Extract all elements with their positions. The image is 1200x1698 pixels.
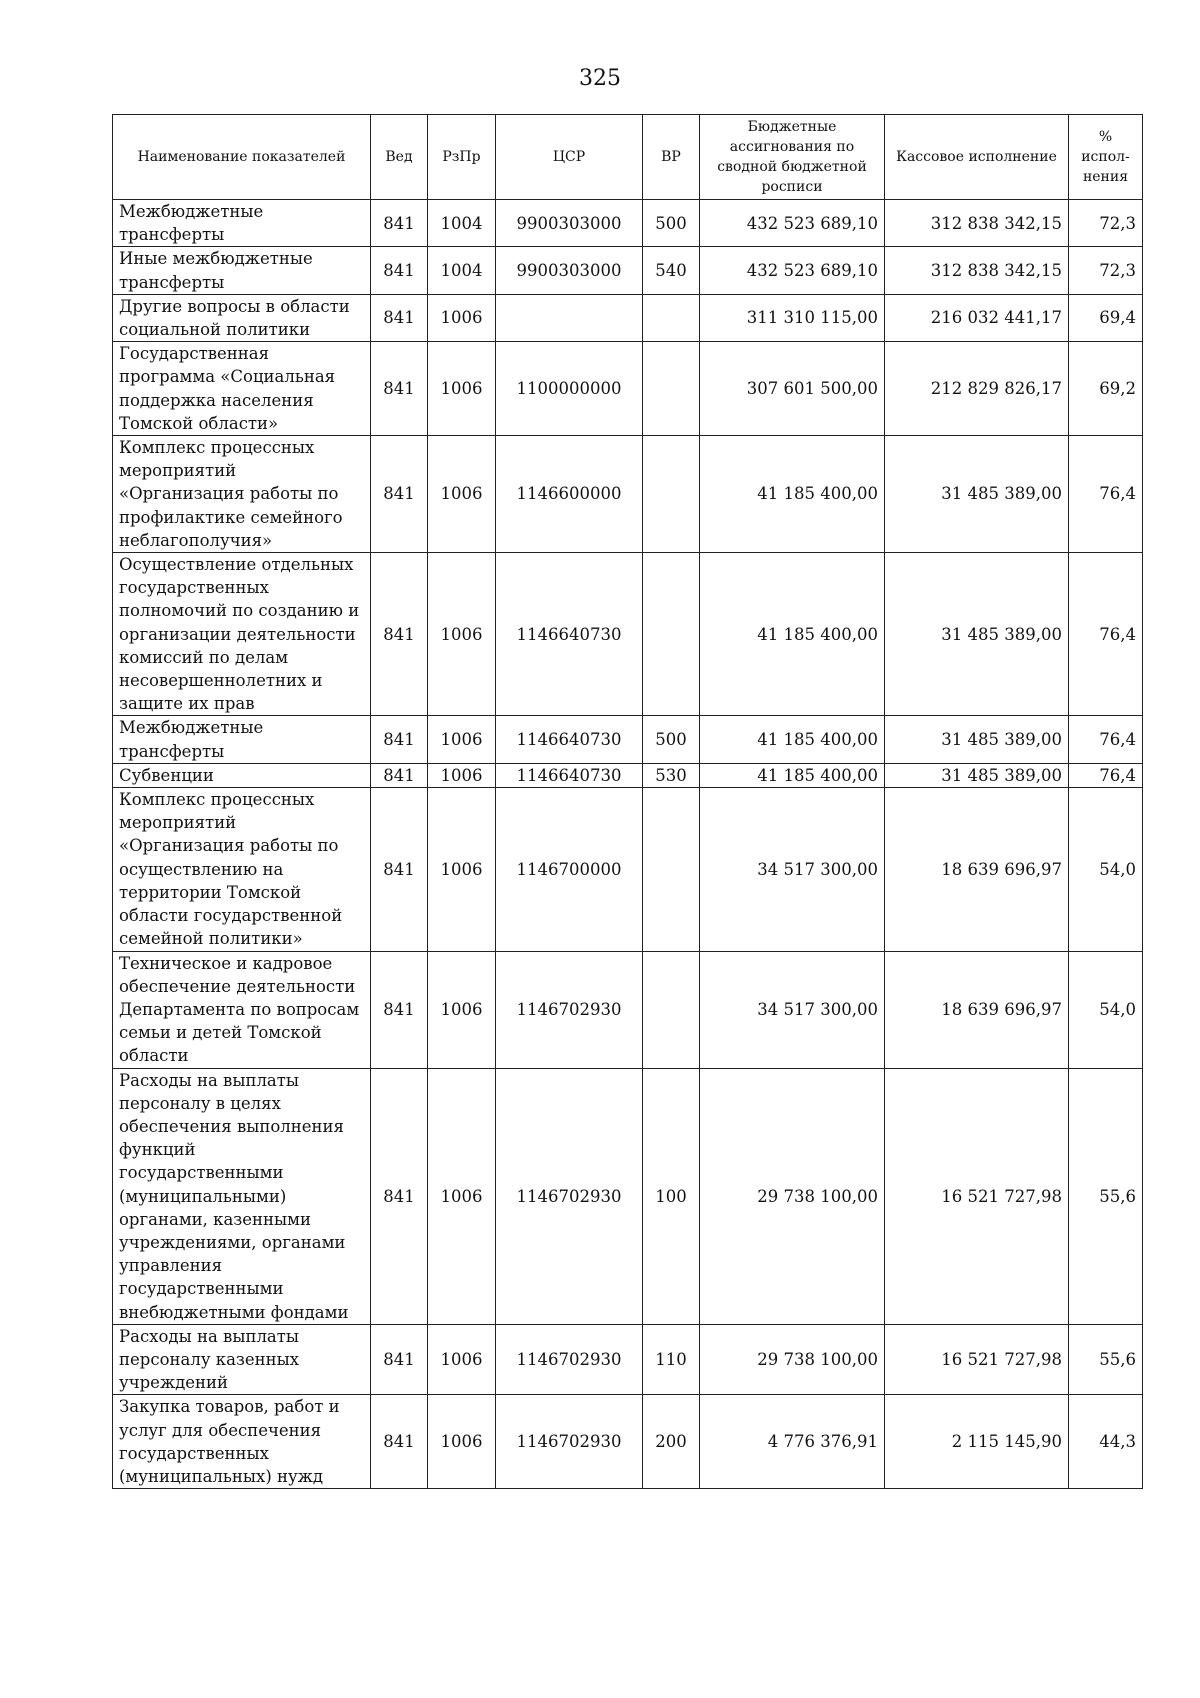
cell-vr <box>643 951 700 1068</box>
cell-csr: 9900303000 <box>496 200 643 247</box>
cell-name: Техническое и кадровое обеспечение деятельности Департамента по вопросам семьи и детей Томской области <box>113 951 371 1068</box>
cell-rzpr: 1006 <box>428 342 496 436</box>
cell-csr: 1146702930 <box>496 951 643 1068</box>
cell-pct: 69,2 <box>1069 342 1143 436</box>
cell-vr: 500 <box>643 716 700 763</box>
cell-fact: 16 521 727,98 <box>885 1324 1069 1395</box>
cell-ved: 841 <box>371 763 428 787</box>
header-csr: ЦСР <box>496 115 643 200</box>
table-row <box>113 1068 1143 1324</box>
cell-rzpr: 1006 <box>428 553 496 716</box>
cell-pct: 54,0 <box>1069 951 1143 1068</box>
table-row <box>113 342 1143 436</box>
cell-name: Иные межбюджетные трансферты <box>113 247 371 294</box>
cell-ved: 841 <box>371 951 428 1068</box>
cell-ved: 841 <box>371 553 428 716</box>
cell-vr: 100 <box>643 1068 700 1324</box>
header-fact: Кассовое исполнение <box>885 115 1069 200</box>
cell-fact: 2 115 145,90 <box>885 1395 1069 1489</box>
cell-pct: 44,3 <box>1069 1395 1143 1489</box>
cell-plan: 41 185 400,00 <box>700 763 885 787</box>
table-row <box>113 436 1143 553</box>
cell-fact: 16 521 727,98 <box>885 1068 1069 1324</box>
cell-name: Осуществление отдельных государственных полномочий по созданию и организации деятельности комиссий по делам несовершеннолетних и защите их прав <box>113 553 371 716</box>
cell-rzpr: 1006 <box>428 763 496 787</box>
cell-rzpr: 1006 <box>428 436 496 553</box>
cell-pct: 55,6 <box>1069 1068 1143 1324</box>
cell-fact: 31 485 389,00 <box>885 716 1069 763</box>
cell-plan: 432 523 689,10 <box>700 200 885 247</box>
table-row <box>113 294 1143 341</box>
cell-ved: 841 <box>371 716 428 763</box>
cell-plan: 311 310 115,00 <box>700 294 885 341</box>
cell-rzpr: 1006 <box>428 1068 496 1324</box>
cell-name: Межбюджетные трансферты <box>113 716 371 763</box>
cell-csr: 1146702930 <box>496 1068 643 1324</box>
cell-pct: 76,4 <box>1069 716 1143 763</box>
header-rzpr: РзПр <box>428 115 496 200</box>
cell-plan: 34 517 300,00 <box>700 788 885 951</box>
cell-ved: 841 <box>371 294 428 341</box>
cell-csr: 1146640730 <box>496 763 643 787</box>
cell-fact: 31 485 389,00 <box>885 436 1069 553</box>
cell-name: Государственная программа «Социальная поддержка населения Томской области» <box>113 342 371 436</box>
cell-csr: 1146700000 <box>496 788 643 951</box>
cell-ved: 841 <box>371 436 428 553</box>
cell-fact: 31 485 389,00 <box>885 553 1069 716</box>
cell-csr: 1146600000 <box>496 436 643 553</box>
table-row <box>113 951 1143 1068</box>
cell-name: Межбюджетные трансферты <box>113 200 371 247</box>
cell-plan: 29 738 100,00 <box>700 1324 885 1395</box>
cell-name: Расходы на выплаты персоналу в целях обеспечения выполнения функций государственными (муниципальными) органами, казенными учреждениями, органами управления государственными внебюджетными фондами <box>113 1068 371 1324</box>
table-header-row <box>113 115 1143 200</box>
cell-rzpr: 1006 <box>428 951 496 1068</box>
cell-plan: 41 185 400,00 <box>700 553 885 716</box>
cell-plan: 29 738 100,00 <box>700 1068 885 1324</box>
cell-fact: 31 485 389,00 <box>885 763 1069 787</box>
cell-name: Комплекс процессных мероприятий «Организация работы по профилактике семейного неблагополучия» <box>113 436 371 553</box>
cell-csr: 9900303000 <box>496 247 643 294</box>
cell-vr <box>643 788 700 951</box>
cell-name: Закупка товаров, работ и услуг для обеспечения государственных (муниципальных) нужд <box>113 1395 371 1489</box>
cell-pct: 54,0 <box>1069 788 1143 951</box>
cell-fact: 18 639 696,97 <box>885 788 1069 951</box>
table-row <box>113 763 1143 787</box>
cell-vr: 200 <box>643 1395 700 1489</box>
table-row <box>113 1395 1143 1489</box>
cell-vr <box>643 294 700 341</box>
cell-name: Другие вопросы в области социальной политики <box>113 294 371 341</box>
cell-rzpr: 1006 <box>428 1324 496 1395</box>
cell-vr: 110 <box>643 1324 700 1395</box>
cell-ved: 841 <box>371 788 428 951</box>
page-number: 325 <box>579 66 621 91</box>
cell-rzpr: 1004 <box>428 247 496 294</box>
cell-ved: 841 <box>371 1324 428 1395</box>
cell-plan: 4 776 376,91 <box>700 1395 885 1489</box>
cell-vr <box>643 436 700 553</box>
header-vr: ВР <box>643 115 700 200</box>
header-ved: Вед <box>371 115 428 200</box>
header-name: Наименование показателей <box>113 115 371 200</box>
cell-pct: 76,4 <box>1069 763 1143 787</box>
cell-ved: 841 <box>371 1068 428 1324</box>
cell-pct: 76,4 <box>1069 436 1143 553</box>
header-plan: Бюджетные ассигнования по сводной бюджетной росписи <box>700 115 885 200</box>
cell-fact: 312 838 342,15 <box>885 247 1069 294</box>
cell-rzpr: 1006 <box>428 788 496 951</box>
cell-pct: 69,4 <box>1069 294 1143 341</box>
cell-rzpr: 1004 <box>428 200 496 247</box>
cell-vr: 540 <box>643 247 700 294</box>
cell-vr: 500 <box>643 200 700 247</box>
cell-fact: 18 639 696,97 <box>885 951 1069 1068</box>
table-row <box>113 200 1143 247</box>
cell-vr: 530 <box>643 763 700 787</box>
cell-ved: 841 <box>371 1395 428 1489</box>
cell-plan: 432 523 689,10 <box>700 247 885 294</box>
cell-pct: 72,3 <box>1069 247 1143 294</box>
cell-rzpr: 1006 <box>428 294 496 341</box>
table-row <box>113 716 1143 763</box>
table-row <box>113 788 1143 951</box>
cell-plan: 41 185 400,00 <box>700 436 885 553</box>
cell-name: Субвенции <box>113 763 371 787</box>
cell-csr: 1100000000 <box>496 342 643 436</box>
cell-csr: 1146640730 <box>496 553 643 716</box>
cell-name: Расходы на выплаты персоналу казенных учреждений <box>113 1324 371 1395</box>
cell-rzpr: 1006 <box>428 1395 496 1489</box>
cell-plan: 41 185 400,00 <box>700 716 885 763</box>
cell-fact: 216 032 441,17 <box>885 294 1069 341</box>
cell-plan: 34 517 300,00 <box>700 951 885 1068</box>
header-pct: % испол-нения <box>1069 115 1143 200</box>
cell-vr <box>643 553 700 716</box>
budget-execution-table <box>112 114 1143 1489</box>
cell-pct: 55,6 <box>1069 1324 1143 1395</box>
cell-csr <box>496 294 643 341</box>
table-row <box>113 247 1143 294</box>
cell-fact: 212 829 826,17 <box>885 342 1069 436</box>
cell-ved: 841 <box>371 342 428 436</box>
cell-rzpr: 1006 <box>428 716 496 763</box>
cell-ved: 841 <box>371 247 428 294</box>
cell-vr <box>643 342 700 436</box>
cell-csr: 1146702930 <box>496 1395 643 1489</box>
table-row <box>113 553 1143 716</box>
cell-ved: 841 <box>371 200 428 247</box>
table-row <box>113 1324 1143 1395</box>
cell-fact: 312 838 342,15 <box>885 200 1069 247</box>
cell-csr: 1146640730 <box>496 716 643 763</box>
cell-plan: 307 601 500,00 <box>700 342 885 436</box>
cell-csr: 1146702930 <box>496 1324 643 1395</box>
cell-name: Комплекс процессных мероприятий «Организация работы по осуществлению на территории Томской области государственной семейной политики» <box>113 788 371 951</box>
cell-pct: 76,4 <box>1069 553 1143 716</box>
cell-pct: 72,3 <box>1069 200 1143 247</box>
